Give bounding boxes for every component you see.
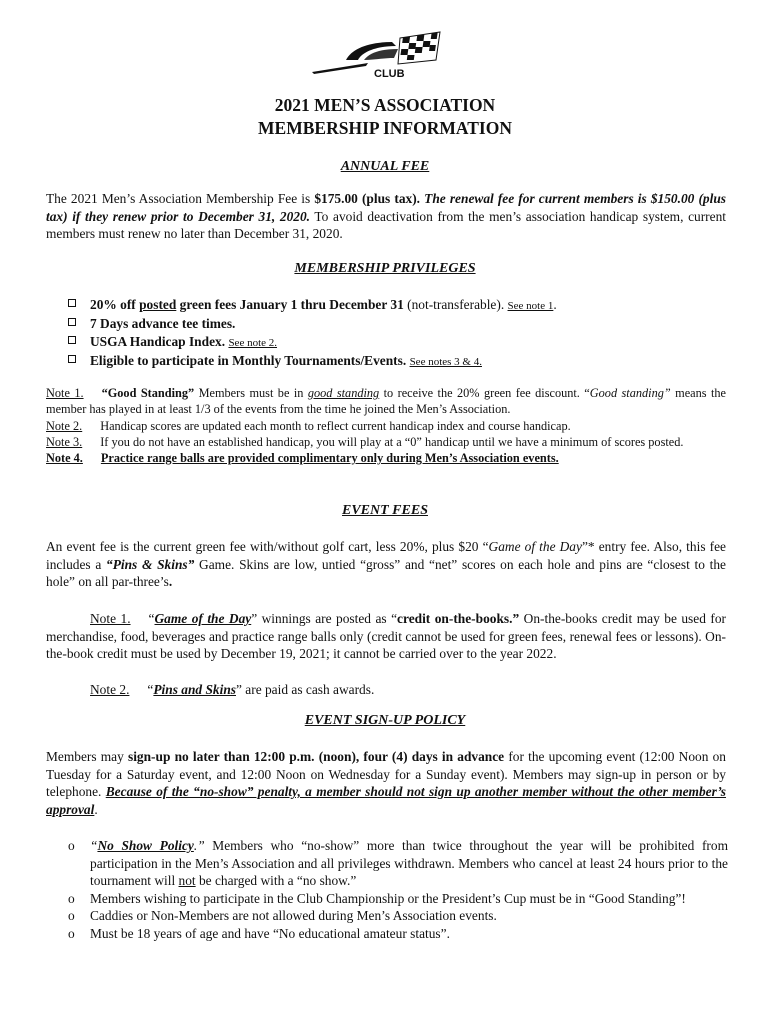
event-fees-heading: EVENT FEES xyxy=(342,503,428,518)
circle-bullet-icon: o xyxy=(68,890,75,906)
annual-fee-heading: ANNUAL FEE xyxy=(340,159,430,174)
signup-policy-heading: EVENT SIGN-UP POLICY xyxy=(304,713,466,728)
policy-item: o Members wishing to participate in the Club Championship or the President’s Cup must be in “Good Standing”! xyxy=(68,890,686,906)
annual-fee-paragraph: The 2021 Men’s Association Membership Fee is $175.00 (plus tax). The renewal fee for current members is $150.00 (plus tax) if they renew prior to December 31, 2020. To avoid deactivation from the men’s association handicap system, current members must renew no later than December 31, 2020. xyxy=(46,191,726,242)
note-4: Note 4. Practice range balls are provided complimentary only during Men’s Association events. xyxy=(46,451,559,466)
privileges-heading: MEMBERSHIP PRIVILEGES xyxy=(294,261,476,276)
policy-item: o Must be 18 years of age and have “No educational amateur status”. xyxy=(68,925,450,941)
note-2: Note 2. Handicap scores are updated each month to reflect current handicap index and course handicap. xyxy=(46,418,571,433)
privileges-list xyxy=(68,296,728,371)
circle-bullet-icon: o xyxy=(68,838,75,853)
note-3: Note 3. If you do not have an established handicap, you will play at a “0” handicap until we have a minimum of scores posted. xyxy=(46,434,684,449)
signup-policy-paragraph: Members may sign-up no later than 12:00 p.m. (noon), four (4) days in advance for the upcoming event (12:00 Noon on Tuesday for a Saturday event, and 12:00 Noon on Wednesday for a Sunday event). Members may sign-up in person or by telephone. Because of the “no-show” penalty, a member should not sign up another member without the other member’s approval. xyxy=(46,749,726,817)
privilege-item: 7 Days advance tee times. xyxy=(68,315,728,333)
event-fees-paragraph: An event fee is the current green fee with/without golf cart, less 20%, plus $20 “Game of the Day”* entry fee. Also, this fee includes a “Pins & Skins” Game. Skins are low, untied “gross” and “net” scores on each hole and pins are “closest to the hole” on all par-three’s. xyxy=(46,539,726,590)
policy-item: o “No Show Policy.” Members who “no-show” more than twice throughout the year will be prohibited from participation in the Men’s Association and all privileges withdrawn. Members who cancel at least 24 hours prior to the tournament will not be charged with a “no show.” xyxy=(68,838,728,889)
event-fees-note-1: Note 1. “Game of the Day” winnings are posted as “credit on-the-books.” On-the-books credit may be used for merchandise, food, beverages and practice range balls only (credit cannot be used for green fees, renewal fees or lessons). On-the-book credit must be used by December 19, 2021; it cannot be carried over to the year 2022. xyxy=(46,611,726,662)
policy-item: o Caddies or Non-Members are not allowed during Men’s Association events. xyxy=(68,908,497,924)
checkbox-bullet-icon xyxy=(68,318,76,326)
note-1: Note 1. “Good Standing” Members must be in good standing to receive the 20% green fee discount. “Good standing” means the member has played in at least 1/3 of the events from the time he joined the Men’s Association. xyxy=(46,386,727,417)
circle-bullet-icon: o xyxy=(68,908,75,924)
privilege-notes xyxy=(46,385,726,466)
checkbox-bullet-icon xyxy=(68,299,76,307)
circle-bullet-icon: o xyxy=(68,925,75,941)
checkbox-bullet-icon xyxy=(68,355,76,363)
privilege-item: 20% off posted green fees January 1 thru December 31 (not-transferable). See note 1. xyxy=(68,296,728,315)
logo-word: CLUB xyxy=(374,68,405,80)
logo-swoosh xyxy=(312,63,368,74)
doc-title-line2: MEMBERSHIP INFORMATION xyxy=(258,118,512,138)
doc-title-line1: 2021 MEN’S ASSOCIATION xyxy=(274,95,496,115)
checkered-flag-icon xyxy=(398,32,440,64)
see-note-1-link: See note 1 xyxy=(507,300,554,312)
privilege-item: Eligible to participate in Monthly Tournaments/Events. See notes 3 & 4. xyxy=(68,352,728,371)
privilege-item: USGA Handicap Index. See note 2. xyxy=(68,333,728,352)
event-fees-note-2: Note 2. “Pins and Skins” are paid as cash awards. xyxy=(90,682,375,697)
checkbox-bullet-icon xyxy=(68,336,76,344)
signup-policy-list xyxy=(68,837,728,943)
club-logo xyxy=(308,30,468,86)
